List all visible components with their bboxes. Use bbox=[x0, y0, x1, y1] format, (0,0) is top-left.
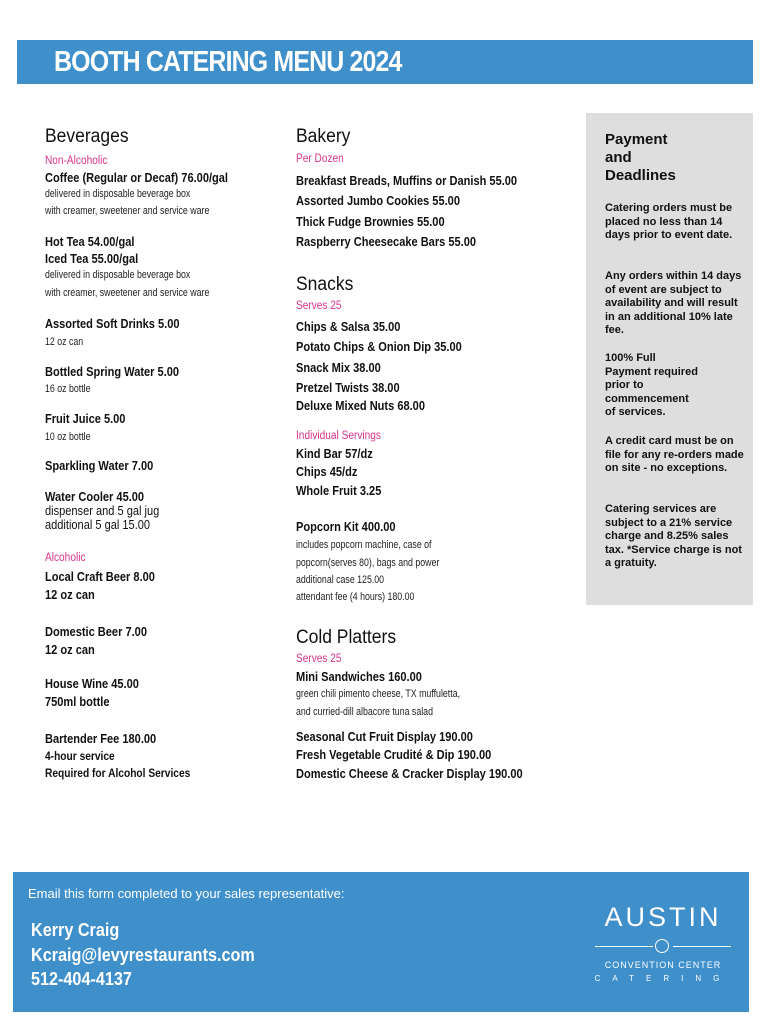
header-bar bbox=[17, 40, 753, 84]
hot-tea-item: Hot Tea 54.00/gal bbox=[45, 234, 135, 249]
juice-note: 10 oz bottle bbox=[45, 431, 91, 443]
bartender-note: Required for Alcohol Services bbox=[45, 766, 191, 780]
logo-divider bbox=[673, 946, 731, 947]
cooler-item: Water Cooler 45.00 bbox=[45, 489, 145, 504]
individual-item: Kind Bar 57/dz bbox=[296, 446, 373, 461]
popcorn-note: popcorn(serves 80), bags and power bbox=[296, 557, 440, 569]
logo-subtitle: CONVENTION CENTER bbox=[604, 960, 722, 970]
snack-item: Snack Mix 38.00 bbox=[296, 360, 381, 375]
payment-paragraph bbox=[605, 352, 745, 420]
payment-title-line: Payment bbox=[605, 131, 668, 148]
payment-line: Payment required bbox=[605, 365, 698, 378]
craft-beer-size: 12 oz can bbox=[45, 587, 95, 602]
popcorn-item: Popcorn Kit 400.00 bbox=[296, 519, 396, 534]
bartender-item: Bartender Fee 180.00 bbox=[45, 731, 157, 746]
bakery-title: Bakery bbox=[296, 126, 351, 147]
bakery-label: Per Dozen bbox=[296, 153, 344, 165]
tea-note: with creamer, sweetener and service ware bbox=[45, 287, 210, 299]
tea-note: delivered in disposable beverage box bbox=[45, 269, 191, 281]
footer bbox=[13, 872, 749, 1012]
iced-tea-item: Iced Tea 55.00/gal bbox=[45, 251, 139, 266]
payment-title-line: and bbox=[605, 149, 632, 166]
snack-item: Deluxe Mixed Nuts 68.00 bbox=[296, 398, 425, 413]
platter-item: Seasonal Cut Fruit Display 190.00 bbox=[296, 729, 473, 744]
wine-size: 750ml bottle bbox=[45, 694, 110, 709]
sparkling-item: Sparkling Water 7.00 bbox=[45, 458, 154, 473]
payment-line: 100% Full bbox=[605, 352, 656, 364]
coffee-item: Coffee (Regular or Decaf) 76.00/gal bbox=[45, 170, 229, 185]
snack-item: Pretzel Twists 38.00 bbox=[296, 380, 400, 395]
logo-globe-icon bbox=[655, 939, 669, 953]
payment-paragraph: Any orders within 14 days of event are subject to availability and will result in an additional 10% late fee. bbox=[605, 270, 742, 336]
non-alcoholic-label: Non-Alcoholic bbox=[45, 155, 108, 167]
cooler-note: dispenser and 5 gal jug bbox=[45, 503, 160, 518]
logo-subtitle-catering: CATERING bbox=[594, 974, 732, 983]
soft-drinks-note: 12 oz can bbox=[45, 336, 84, 348]
payment-title bbox=[605, 131, 676, 185]
cooler-note: additional 5 gal 15.00 bbox=[45, 517, 151, 532]
contact-phone: 512-404-4137 bbox=[31, 969, 132, 989]
austin-convention-center-logo bbox=[593, 902, 733, 992]
mini-sandwiches-note: and curried-dill albacore tuna salad bbox=[296, 706, 433, 718]
craft-beer-item: Local Craft Beer 8.00 bbox=[45, 569, 155, 584]
alcoholic-label: Alcoholic bbox=[45, 552, 86, 564]
cold-platters-title: Cold Platters bbox=[296, 627, 397, 648]
contact-name: Kerry Craig bbox=[31, 920, 120, 940]
bakery-item: Breakfast Breads, Muffins or Danish 55.00 bbox=[296, 173, 518, 188]
payment-line: commencement bbox=[605, 392, 689, 405]
snacks-label: Serves 25 bbox=[296, 300, 342, 312]
beverages-title: Beverages bbox=[45, 126, 129, 147]
popcorn-note: attendant fee (4 hours) 180.00 bbox=[296, 591, 415, 603]
bakery-item: Thick Fudge Brownies 55.00 bbox=[296, 214, 445, 229]
individual-servings-label: Individual Servings bbox=[296, 430, 381, 442]
coffee-note: with creamer, sweetener and service ware bbox=[45, 205, 210, 217]
domestic-beer-size: 12 oz can bbox=[45, 642, 95, 657]
contact-email[interactable]: Kcraig@levyrestaurants.com bbox=[31, 945, 255, 965]
payment-panel bbox=[586, 113, 753, 605]
footer-instruction: Email this form completed to your sales representative: bbox=[28, 886, 345, 901]
individual-item: Chips 45/dz bbox=[296, 464, 358, 479]
payment-paragraph: A credit card must be on file for any re-orders made on site - no exceptions. bbox=[605, 435, 744, 474]
bartender-note: 4-hour service bbox=[45, 749, 115, 763]
page-title: BOOTH CATERING MENU 2024 bbox=[54, 46, 402, 78]
payment-line: of services. bbox=[605, 406, 666, 418]
platter-item: Fresh Vegetable Crudité & Dip 190.00 bbox=[296, 747, 492, 762]
coffee-note: delivered in disposable beverage box bbox=[45, 188, 191, 200]
domestic-beer-item: Domestic Beer 7.00 bbox=[45, 624, 147, 639]
juice-item: Fruit Juice 5.00 bbox=[45, 411, 126, 426]
popcorn-note: additional case 125.00 bbox=[296, 574, 385, 586]
wine-item: House Wine 45.00 bbox=[45, 676, 139, 691]
individual-item: Whole Fruit 3.25 bbox=[296, 483, 382, 498]
bakery-item: Assorted Jumbo Cookies 55.00 bbox=[296, 193, 460, 208]
snack-item: Potato Chips & Onion Dip 35.00 bbox=[296, 339, 462, 354]
water-item: Bottled Spring Water 5.00 bbox=[45, 364, 180, 379]
popcorn-note: includes popcorn machine, case of bbox=[296, 539, 432, 551]
water-note: 16 oz bottle bbox=[45, 383, 91, 395]
payment-title-line: Deadlines bbox=[605, 167, 676, 184]
snack-item: Chips & Salsa 35.00 bbox=[296, 319, 401, 334]
mini-sandwiches-note: green chili pimento cheese, TX muffuletta, bbox=[296, 688, 461, 700]
platter-item: Domestic Cheese & Cracker Display 190.00 bbox=[296, 766, 523, 781]
soft-drinks-item: Assorted Soft Drinks 5.00 bbox=[45, 316, 180, 331]
payment-paragraph: Catering orders must be placed no less than 14 days prior to event date. bbox=[605, 202, 733, 241]
cold-platters-label: Serves 25 bbox=[296, 653, 342, 665]
payment-line: prior to bbox=[605, 379, 644, 391]
logo-divider bbox=[595, 946, 653, 947]
payment-paragraph: Catering services are subject to a 21% service charge and 8.25% sales tax. *Service charge is not a gratuity. bbox=[605, 503, 742, 569]
logo-title: AUSTIN bbox=[604, 902, 722, 932]
bakery-item: Raspberry Cheesecake Bars 55.00 bbox=[296, 234, 477, 249]
mini-sandwiches-item: Mini Sandwiches 160.00 bbox=[296, 669, 422, 684]
snacks-title: Snacks bbox=[296, 274, 354, 295]
